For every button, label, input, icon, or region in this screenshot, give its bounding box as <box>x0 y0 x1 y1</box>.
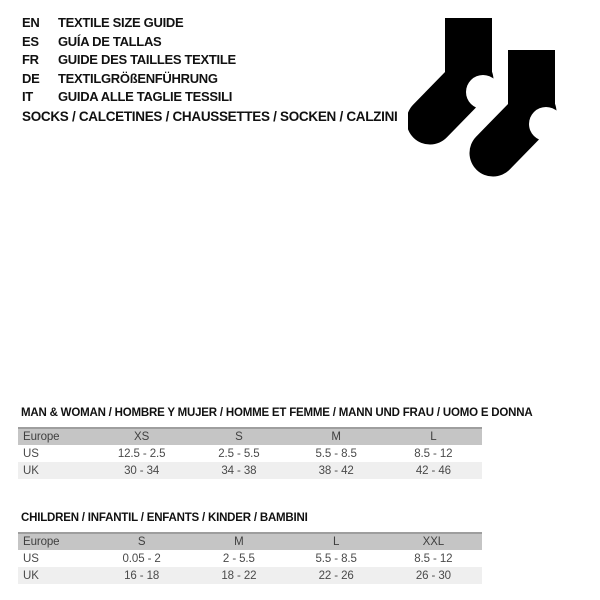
size-value: 2.5 - 5.5 <box>218 447 260 460</box>
size-value: 2 - 5.5 <box>222 552 255 565</box>
language-row <box>22 88 236 107</box>
column-header-size: L <box>430 431 437 443</box>
language-row <box>22 70 236 89</box>
size-table <box>18 427 482 479</box>
row-label: US <box>23 552 39 565</box>
row-label: UK <box>23 464 39 477</box>
table-title: MAN & WOMAN / HOMBRE Y MUJER / HOMME ET FEMME / MANN UND FRAU / UOMO E DONNA <box>21 407 533 419</box>
column-header-size: S <box>235 431 243 443</box>
language-code: FR <box>22 52 39 67</box>
size-value: 26 - 30 <box>415 569 451 582</box>
size-value: 22 - 26 <box>318 569 354 582</box>
language-code: ES <box>22 33 39 49</box>
size-value: 5.5 - 8.5 <box>315 552 357 565</box>
size-value: 18 - 22 <box>221 569 257 582</box>
language-code: EN <box>22 15 40 30</box>
column-header-region: Europe <box>23 536 60 548</box>
language-row <box>22 33 236 52</box>
table-row-us <box>18 445 482 462</box>
table-row-us <box>18 550 482 567</box>
language-title: GUIDE DES TAILLES TEXTILE <box>58 52 236 67</box>
size-value: 5.5 - 8.5 <box>315 447 357 460</box>
table-header-row <box>18 532 482 550</box>
size-value: 38 - 42 <box>318 464 354 477</box>
size-table <box>18 532 482 584</box>
column-header-size: XXL <box>422 536 445 548</box>
table-header-row <box>18 427 482 445</box>
column-header-size: XS <box>134 431 150 443</box>
language-code: IT <box>22 89 33 104</box>
size-value: 34 - 38 <box>221 464 257 477</box>
language-row <box>22 51 236 70</box>
language-code: DE <box>22 70 40 86</box>
size-table-man-woman <box>18 406 533 479</box>
language-title: GUIDA ALLE TAGLIE TESSILI <box>58 89 233 104</box>
size-value: 8.5 - 12 <box>414 447 453 460</box>
size-table-children <box>18 511 482 584</box>
language-title: TEXTILGRÖßENFÜHRUNG <box>58 70 218 86</box>
table-title: CHILDREN / INFANTIL / ENFANTS / KINDER / BAMBINI <box>21 512 308 524</box>
table-row-uk <box>18 462 482 479</box>
size-value: 0.05 - 2 <box>122 552 161 565</box>
socks-icon <box>408 18 560 178</box>
language-title: TEXTILE SIZE GUIDE <box>58 15 184 30</box>
language-list <box>22 14 236 107</box>
column-header-size: M <box>234 536 244 548</box>
size-value: 12.5 - 2.5 <box>117 447 166 460</box>
row-label: US <box>23 447 39 460</box>
size-value: 8.5 - 12 <box>414 552 453 565</box>
language-title: GUÍA DE TALLAS <box>58 33 162 49</box>
size-value: 16 - 18 <box>124 569 160 582</box>
size-value: 30 - 34 <box>124 464 160 477</box>
column-header-region: Europe <box>23 431 60 443</box>
column-header-size: S <box>137 536 146 548</box>
column-header-size: L <box>332 536 340 548</box>
row-label: UK <box>23 569 39 582</box>
size-value: 42 - 46 <box>415 464 451 477</box>
category-heading: SOCKS / CALCETINES / CHAUSSETTES / SOCKEN / CALZINI <box>22 109 398 124</box>
column-header-size: M <box>331 431 341 443</box>
table-row-uk <box>18 567 482 584</box>
language-row <box>22 14 236 33</box>
